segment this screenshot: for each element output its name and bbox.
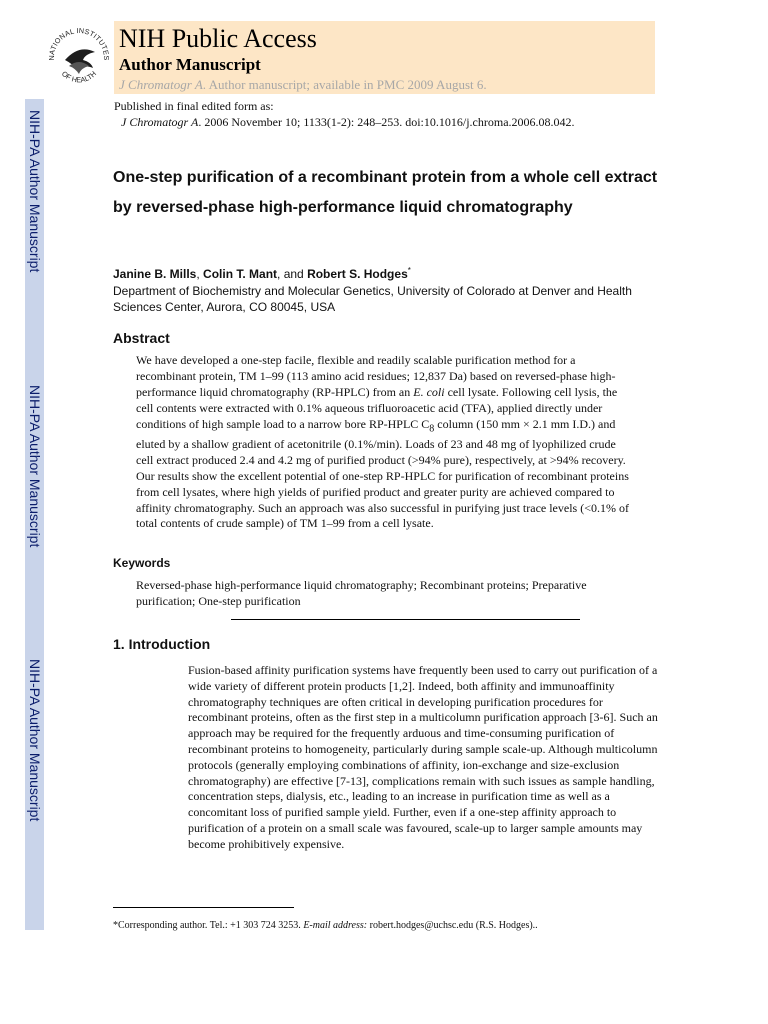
nih-logo — [45, 16, 113, 94]
logo-text-top: NATIONAL INSTITUTES — [46, 25, 112, 61]
abstract-text — [136, 353, 636, 532]
footnote-divider — [113, 907, 294, 908]
publication-citation — [121, 115, 575, 130]
banner-subtitle: Author Manuscript — [119, 55, 261, 74]
affiliation: Department of Biochemistry and Molecular Genetics, University of Colorado at Denver and Health Sciences Center, Aurora, CO 80045, USA — [113, 284, 632, 314]
introduction-heading: 1. Introduction — [113, 636, 211, 652]
abstract-heading: Abstract — [113, 330, 170, 346]
footnote-prefix: *Corresponding author. Tel.: +1 303 724 3253. — [113, 920, 304, 931]
abstract-part: column (150 mm × 2.1 mm I.D.) and eluted by a shallow gradient of acetonitrile (0.1%/min). Loads of 23 and 48 mg of lyophilized crude cell extract produced 2.4 and 4.2 mg of purified product (>94% pure), respectively, at >94% recovery. Our results show the excellent potential of one-step RP-HPLC for purification of recombinant proteins from cell lysates, where high yields of purified product and greater purity are achieved compared to affinity chromatography. Such an approach was also successful in purifying just trace levels (<0.1% of total contents of crude sample) of TM 1–99 from a cell lysate. — [136, 416, 629, 531]
banner-availability-text: . Author manuscript; available in PMC 2009 August 6. — [202, 77, 487, 92]
keywords-heading: Keywords — [113, 556, 171, 570]
author-name: Janine B. Mills — [113, 267, 197, 281]
sidebar-label-top: NIH-PA Author Manuscript — [27, 110, 43, 273]
publication-citation-text: . 2006 November 10; 1133(1-2): 248–253. doi:10.1016/j.chroma.2006.08.042. — [198, 115, 575, 129]
author-separator: , — [196, 267, 204, 281]
banner-availability — [119, 77, 487, 93]
keywords-text: Reversed-phase high-performance liquid chromatography; Recombinant proteins; Preparative purification; One-step purification — [136, 578, 587, 608]
section-divider — [231, 619, 580, 620]
sidebar-label-middle: NIH-PA Author Manuscript — [27, 385, 43, 548]
footnote-email: robert.hodges@uchsc.edu (R.S. Hodges).. — [367, 920, 538, 931]
sidebar-label-bottom: NIH-PA Author Manuscript — [27, 659, 43, 822]
author-list — [113, 266, 411, 281]
banner-journal: J Chromatogr A — [119, 77, 203, 92]
published-line: Published in final edited form as: — [114, 99, 274, 113]
publication-journal: J Chromatogr A — [121, 115, 199, 129]
logo-text-bottom: OF HEALTH — [59, 69, 99, 85]
footnote-email-label: E-mail address: — [303, 920, 368, 931]
author-name: Colin T. Mant — [203, 267, 278, 281]
author-name: Robert S. Hodges — [307, 267, 408, 281]
corresponding-mark: * — [407, 266, 411, 275]
author-separator: , and — [277, 267, 308, 281]
abstract-part: We have developed a one-step facile, flexible and readily scalable purification method for a recombinant protein, TM 1–99 (113 amino acid residues; 12,837 Da) based on reversed-phase high-performance liquid chromatography (RP-HPLC) from an — [136, 353, 616, 399]
article-title: One-step purification of a recombinant protein from a whole cell extract by reversed-phase high-performance liquid chromatography — [113, 169, 658, 216]
abstract-species: E. coli — [413, 384, 445, 399]
hhs-eagle-icon — [65, 49, 95, 74]
abstract-part: cell lysate. Following cell lysis, the cell contents were extracted with 0.1% aqueous trifluoroacetic acid (TFA), applied directly under conditions of high sample load to a narrow bore RP-HPLC C — [136, 384, 618, 431]
banner-title: NIH Public Access — [119, 24, 317, 53]
abstract-subscript: 8 — [429, 423, 435, 435]
footnote — [113, 920, 538, 931]
introduction-text: Fusion-based affinity purification systems have frequently been used to carry out purification of a wide variety of different protein products [1,2]. Indeed, both affinity and immunoaffinity chromatography techniques are often critical in developing purification procedures for recombinant proteins, often as the first step in a multicolumn purification approach [3-6]. Such an approach may be required for the frequently arduous and time-consuming purification of recombinant proteins to homogeneity, particularly during sample scale-up. Although multicolumn protocols (generally employing combinations of affinity, ion-exchange and size-exclusion chromatography) are effective [7-13], complications remain with such issues as sample handling, concentration steps, dialysis, etc., leading to an increase in purification time as well as a concomitant loss of purified sample yield. Further, even if a one-step affinity approach to purification of a protein on a small scale was favoured, scale-up to larger sample amounts may become prohibitively expensive. — [188, 663, 658, 851]
